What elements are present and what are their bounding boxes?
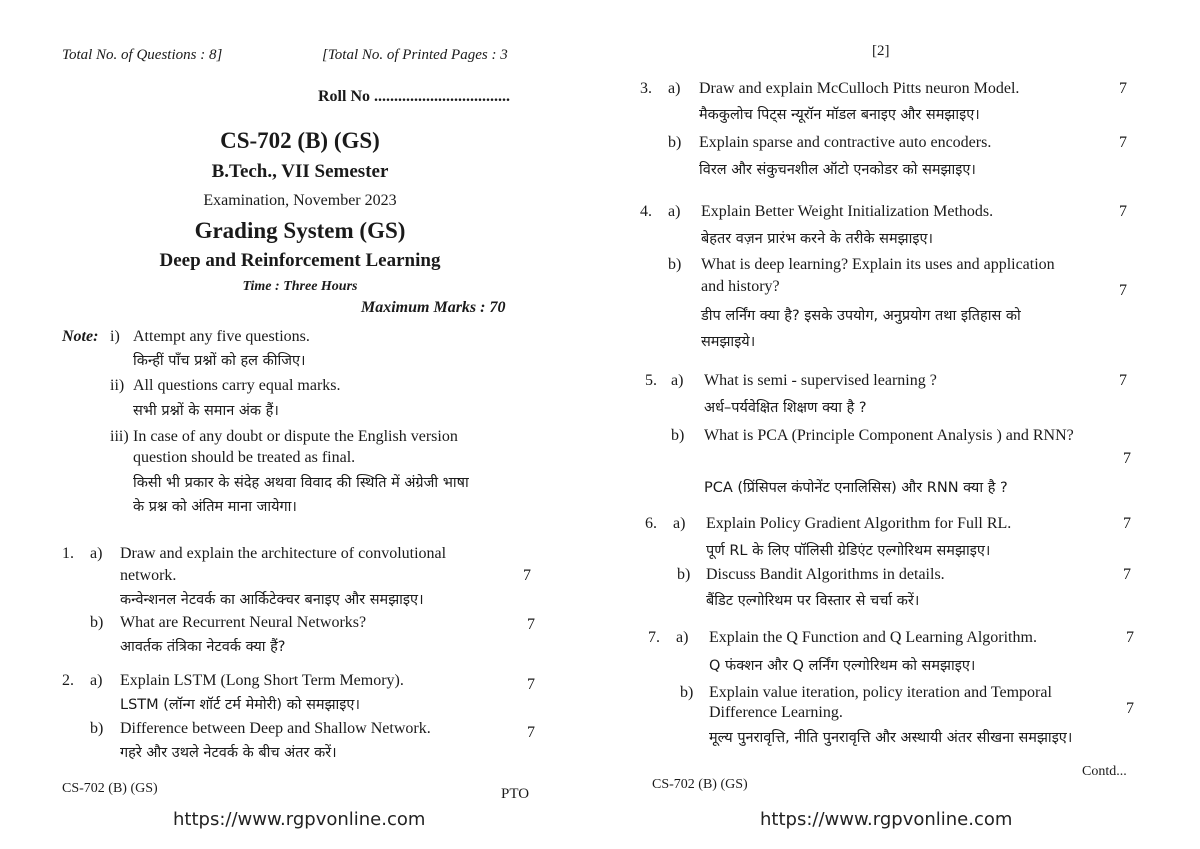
q7b-en-2: Difference Learning.	[709, 704, 843, 721]
q5-number: 5.	[645, 372, 657, 389]
q5a-en: What is semi - supervised learning ?	[704, 372, 937, 389]
q7a-label: a)	[676, 629, 689, 646]
q6b-marks: 7	[1123, 566, 1131, 583]
note-1-en: Attempt any five questions.	[133, 328, 310, 345]
q5b-marks: 7	[1123, 450, 1131, 467]
q6a-hi: पूर्ण RL के लिए पॉलिसी ग्रेडिएंट एल्गोरिथम समझाइए।	[706, 543, 991, 559]
q1a-en-1: Draw and explain the architecture of convolutional	[120, 545, 447, 562]
q3a-marks: 7	[1119, 80, 1127, 97]
note-3-hi-1: किसी भी प्रकार के संदेह अथवा विवाद की स्थिति में अंग्रेजी भाषा	[133, 475, 469, 491]
roll-no: Roll No ..................................	[318, 88, 510, 105]
footer-code: CS-702 (B) (GS)	[652, 777, 748, 792]
q7b-marks: 7	[1126, 700, 1134, 717]
total-questions: Total No. of Questions : 8]	[62, 47, 223, 63]
q1a-marks: 7	[523, 567, 531, 584]
q2b-hi: गहरे और उथले नेटवर्क के बीच अंतर करें।	[120, 745, 337, 761]
note-2-en: All questions carry equal marks.	[133, 377, 341, 394]
note-2-num: ii)	[110, 377, 125, 394]
page-number: [2]	[872, 43, 890, 59]
q3a-hi: मैककुलोच पिट्स न्यूरॉन मॉडल बनाइए और समझाइए।	[699, 107, 980, 123]
q2b-en: Difference between Deep and Shallow Network.	[120, 720, 431, 737]
subject-title: Deep and Reinforcement Learning	[159, 250, 441, 271]
q4-number: 4.	[640, 203, 652, 220]
q2a-label: a)	[90, 672, 103, 689]
q6a-label: a)	[673, 515, 686, 532]
note-2-hi: सभी प्रश्नों के समान अंक हैं।	[133, 403, 279, 419]
note-3-en-1: In case of any doubt or dispute the English version	[133, 428, 458, 445]
note-3-num: iii)	[110, 428, 129, 445]
q4a-en: Explain Better Weight Initialization Methods.	[701, 203, 994, 220]
q7b-en-1: Explain value iteration, policy iteration and Temporal	[709, 684, 1052, 701]
page-2	[600, 0, 1200, 849]
q5a-label: a)	[671, 372, 684, 389]
q1a-label: a)	[90, 545, 103, 562]
q6-number: 6.	[645, 515, 657, 532]
q4b-hi-1: डीप लर्निंग क्या है? इसके उपयोग, अनुप्रयोग तथा इतिहास को	[701, 308, 1021, 324]
note-3-en-2: question should be treated as final.	[133, 449, 356, 466]
q4a-label: a)	[668, 203, 681, 220]
q6a-en: Explain Policy Gradient Algorithm for Full RL.	[706, 515, 1012, 532]
q5b-en: What is PCA (Principle Component Analysis ) and RNN?	[704, 427, 1074, 444]
q1-number: 1.	[62, 545, 74, 562]
q3b-marks: 7	[1119, 134, 1127, 151]
course-code: CS-702 (B) (GS)	[220, 128, 380, 153]
q1b-marks: 7	[527, 616, 535, 633]
q3a-label: a)	[668, 80, 681, 97]
q7b-label: b)	[680, 684, 694, 701]
footer-code: CS-702 (B) (GS)	[62, 781, 158, 796]
q3b-label: b)	[668, 134, 682, 151]
q2a-en: Explain LSTM (Long Short Term Memory).	[120, 672, 404, 689]
q4a-marks: 7	[1119, 203, 1127, 220]
q6b-en: Discuss Bandit Algorithms in details.	[706, 566, 945, 583]
q4b-marks: 7	[1119, 282, 1127, 299]
q4a-hi: बेहतर वज़न प्रारंभ करने के तरीके समझाइए।	[701, 231, 933, 247]
q2-number: 2.	[62, 672, 74, 689]
q2b-marks: 7	[527, 724, 535, 741]
q7-number: 7.	[648, 629, 660, 646]
q7a-marks: 7	[1126, 629, 1134, 646]
note-1-hi: किन्हीं पाँच प्रश्नों को हल कीजिए।	[133, 353, 306, 369]
note-3-hi-2: के प्रश्न को अंतिम माना जायेगा।	[133, 499, 297, 515]
q7b-hi: मूल्य पुनरावृत्ति, नीति पुनरावृत्ति और अस्थायी अंतर सीखना समझाइए।	[709, 730, 1073, 746]
q1a-hi: कन्वेन्शनल नेटवर्क का आर्किटेक्चर बनाइए और समझाइए।	[120, 592, 424, 608]
q4b-en-1: What is deep learning? Explain its uses and application	[701, 256, 1055, 273]
q4b-en-2: and history?	[701, 278, 780, 295]
q5a-marks: 7	[1119, 372, 1127, 389]
max-marks: Maximum Marks : 70	[361, 299, 506, 316]
exam-date: Examination, November 2023	[203, 192, 397, 209]
q3b-en: Explain sparse and contractive auto encoders.	[699, 134, 992, 151]
course-name: B.Tech., VII Semester	[211, 161, 389, 182]
q2a-hi: LSTM (लॉन्ग शॉर्ट टर्म मेमोरी) को समझाइए।	[120, 697, 360, 713]
q1b-hi: आवर्तक तंत्रिका नेटवर्क क्या हैं?	[120, 639, 286, 655]
q5a-hi: अर्ध–पर्यवेक्षित शिक्षण क्या है ?	[704, 400, 867, 416]
q5b-label: b)	[671, 427, 685, 444]
q6b-label: b)	[677, 566, 691, 583]
website-url[interactable]: https://www.rgpvonline.com	[173, 809, 426, 830]
q5b-hi: PCA (प्रिंसिपल कंपोनेंट एनालिसिस) और RNN क्या है ?	[704, 480, 1008, 496]
grading-system: Grading System (GS)	[194, 218, 406, 243]
exam-time: Time : Three Hours	[242, 279, 358, 294]
q4b-hi-2: समझाइये।	[701, 334, 756, 350]
q1a-en-2: network.	[120, 567, 177, 584]
note-1-num: i)	[110, 328, 120, 345]
q4b-label: b)	[668, 256, 682, 273]
total-pages: [Total No. of Printed Pages : 3	[322, 47, 508, 63]
q6a-marks: 7	[1123, 515, 1131, 532]
q1b-en: What are Recurrent Neural Networks?	[120, 614, 367, 631]
q2b-label: b)	[90, 720, 104, 737]
q3b-hi: विरल और संकुचनशील ऑटो एनकोडर को समझाइए।	[699, 162, 976, 178]
q1b-label: b)	[90, 614, 104, 631]
note-label: Note:	[62, 328, 99, 345]
q7a-en: Explain the Q Function and Q Learning Algorithm.	[709, 629, 1037, 646]
q2a-marks: 7	[527, 676, 535, 693]
q3-number: 3.	[640, 80, 652, 97]
footer-pto: PTO	[501, 786, 530, 802]
footer-contd: Contd...	[1082, 764, 1127, 779]
q3a-en: Draw and explain McCulloch Pitts neuron Model.	[699, 80, 1020, 97]
q7a-hi: Q फंक्शन और Q लर्निंग एल्गोरिथम को समझाइए।	[709, 658, 976, 674]
q6b-hi: बैंडिट एल्गोरिथम पर विस्तार से चर्चा करें।	[706, 593, 920, 609]
website-url[interactable]: https://www.rgpvonline.com	[760, 809, 1013, 830]
